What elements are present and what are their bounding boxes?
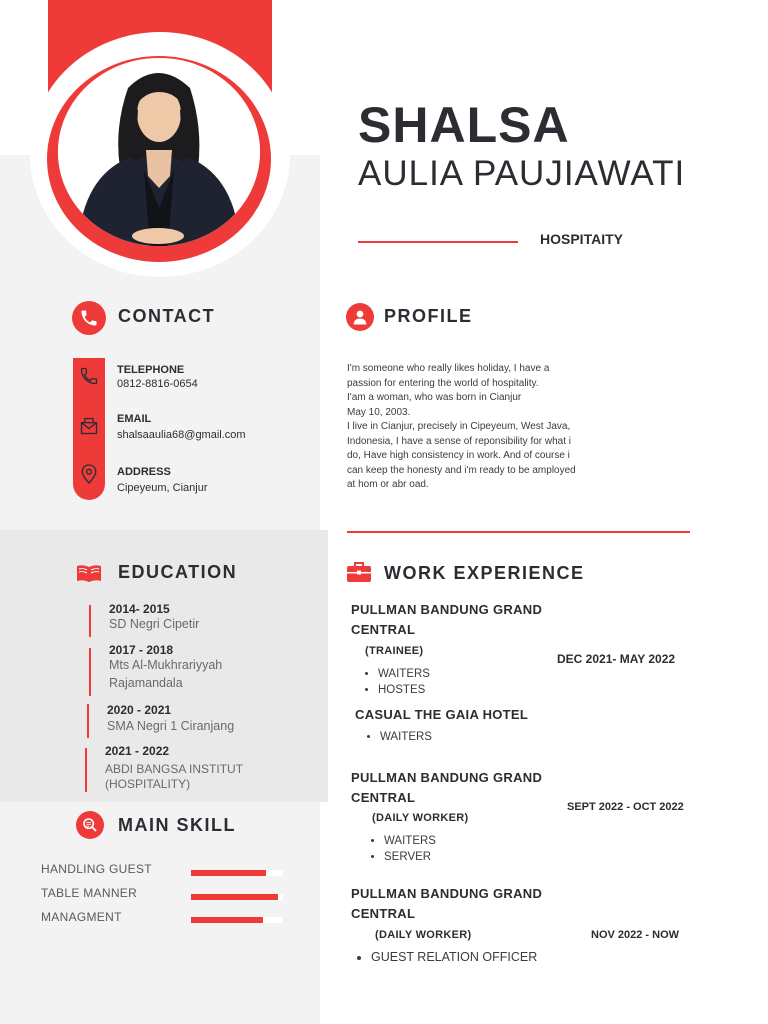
skill-label: HANDLING GUEST <box>41 862 152 876</box>
job-company: PULLMAN BANDUNG GRAND <box>351 770 543 785</box>
skill-icon <box>76 811 104 839</box>
location-pin-icon <box>80 463 98 490</box>
profile-line: May 10, 2003. <box>347 406 411 418</box>
email-value[interactable]: shalsaaulia68@gmail.com <box>117 429 246 441</box>
job-role: HOSPITAITY <box>540 231 623 247</box>
email-label: EMAIL <box>117 413 152 425</box>
job-company-line2: CENTRAL <box>351 622 416 637</box>
duty-item: • WAITERS <box>384 833 436 849</box>
job-date: SEPT 2022 - OCT 2022 <box>567 801 684 813</box>
education-school-line2: Rajamandala <box>109 676 183 690</box>
education-marker <box>87 704 89 738</box>
profile-text <box>347 362 627 493</box>
telephone-icon <box>79 366 99 391</box>
job-date: DEC 2021- MAY 2022 <box>557 652 676 666</box>
job-role: (TRAINEE) <box>365 645 424 657</box>
education-school: Mts Al-Mukhrariyyah <box>109 658 223 672</box>
telephone-value: 0812-8816-0654 <box>117 378 198 390</box>
education-marker <box>89 605 91 637</box>
skill-track <box>191 870 283 876</box>
education-school-line2: (HOSPITALITY) <box>105 777 191 791</box>
job-duties <box>362 666 430 698</box>
job-company-line2: CENTRAL <box>351 790 416 805</box>
job-company: PULLMAN BANDUNG GRAND <box>351 602 543 617</box>
briefcase-icon <box>346 561 372 588</box>
job-company: PULLMAN BANDUNG GRAND <box>351 886 543 901</box>
duty-item: • SERVER <box>384 849 436 865</box>
job-duties <box>364 729 432 745</box>
duty-item: • HOSTES <box>378 682 430 698</box>
title-divider <box>358 241 518 243</box>
contact-heading: CONTACT <box>118 306 216 326</box>
profile-photo <box>58 58 260 246</box>
profile-line: passion for entering the world of hospitality. <box>347 377 539 389</box>
duty-item: • WAITERS <box>378 666 430 682</box>
profile-line: I live in Cianjur, precisely in Cipeyeum, West Java, <box>347 421 571 432</box>
open-book-icon <box>76 562 102 589</box>
skill-label: TABLE MANNER <box>41 886 138 900</box>
job-date: NOV 2022 - NOW <box>591 929 680 941</box>
education-marker <box>85 748 87 792</box>
profile-line: I'am a woman, who was born in Cianjur <box>347 392 522 403</box>
last-name: AULIA PAUJIAWATI <box>358 154 686 193</box>
duty-item: • GUEST RELATION OFFICER <box>371 949 537 965</box>
education-year: 2017 - 2018 <box>109 643 174 657</box>
profile-line: do, Have high consistency in work. And of course i <box>347 450 570 461</box>
skill-heading: MAIN SKILL <box>118 815 236 835</box>
job-role: (DAILY WORKER) <box>372 812 469 824</box>
job-duties <box>368 833 436 865</box>
education-school: SD Negri Cipetir <box>109 617 200 631</box>
address-value: Cipeyeum, Cianjur <box>117 482 208 494</box>
person-portrait-icon <box>58 58 260 246</box>
profile-divider <box>347 531 690 533</box>
profile-line: at hom or abr oad. <box>347 479 429 490</box>
profile-heading: PROFILE <box>384 306 473 326</box>
skill-bar <box>191 870 266 876</box>
education-marker <box>89 648 91 696</box>
phone-icon <box>72 301 106 335</box>
profile-line: I'm someone who really likes holiday, I have a <box>347 363 550 374</box>
job-company-line2: CENTRAL <box>351 906 416 921</box>
work-heading: WORK EXPERIENCE <box>384 563 585 583</box>
job-company: CASUAL THE GAIA HOTEL <box>355 707 529 722</box>
address-label: ADDRESS <box>117 466 171 478</box>
profile-line: Indonesia, I have a sense of reponsibility for what i <box>347 435 572 447</box>
education-school: SMA Negri 1 Ciranjang <box>107 719 235 733</box>
education-year: 2021 - 2022 <box>105 744 170 758</box>
first-name: SHALSA <box>358 97 570 153</box>
duty-item: • WAITERS <box>380 729 432 745</box>
skill-bar <box>191 894 278 900</box>
skill-track <box>191 917 283 923</box>
telephone-label: TELEPHONE <box>117 364 185 376</box>
skill-track <box>191 894 283 900</box>
email-icon <box>79 416 99 441</box>
user-icon <box>346 303 374 331</box>
education-year: 2014- 2015 <box>109 602 170 616</box>
skill-bar <box>191 917 263 923</box>
education-year: 2020 - 2021 <box>107 703 172 717</box>
job-role: (DAILY WORKER) <box>375 929 472 941</box>
job-duties <box>355 949 537 965</box>
education-heading: EDUCATION <box>118 562 238 582</box>
profile-line: can keep the honesty and i'm ready to be amployed <box>347 464 576 476</box>
skill-label: MANAGMENT <box>41 910 122 924</box>
education-school: ABDI BANGSA INSTITUT <box>105 762 244 776</box>
